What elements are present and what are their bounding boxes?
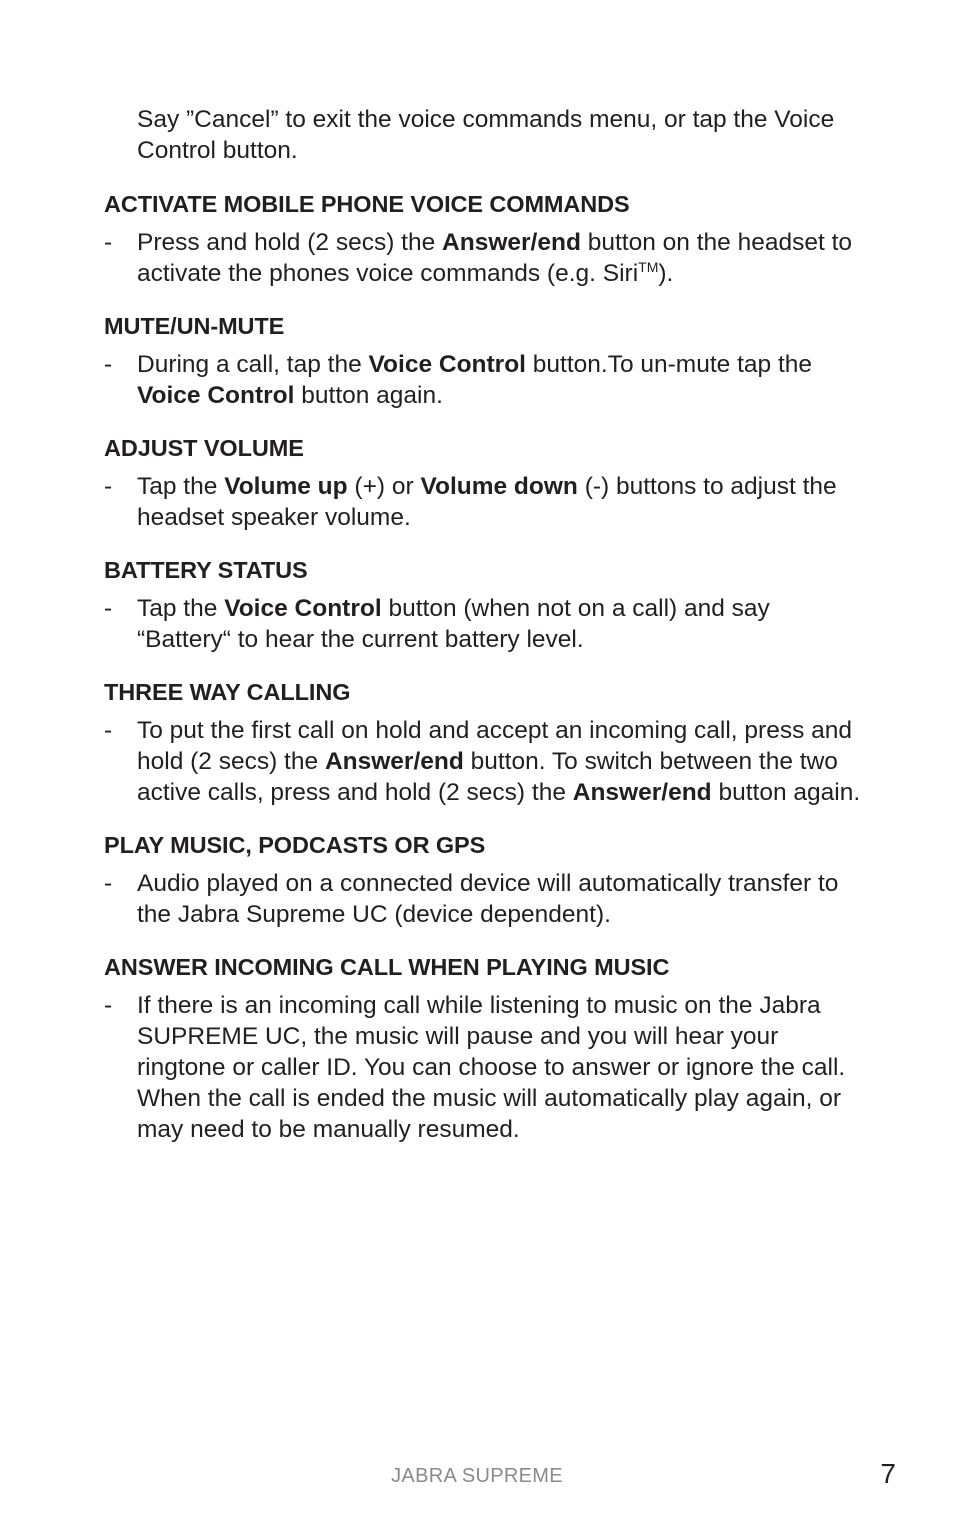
- item-text: button (when not on a call) and say “Battery“ to hear the current battery level.: [137, 595, 770, 653]
- section-mute-unmute: [104, 311, 864, 411]
- bullet-dash: -: [104, 229, 113, 256]
- section-activate-voice-commands: [104, 189, 864, 289]
- item-text: (+) or: [347, 473, 421, 500]
- list-item: [104, 227, 864, 289]
- item-text: Press and hold (2 secs) the: [137, 229, 443, 256]
- item-text: Tap the: [137, 473, 225, 500]
- list-item: [104, 990, 864, 1145]
- section-heading: ANSWER INCOMING CALL WHEN PLAYING MUSIC: [104, 954, 670, 980]
- section-play-music: [104, 830, 864, 930]
- bullet-dash: -: [104, 717, 113, 744]
- list-item: [104, 868, 864, 930]
- section-battery-status: [104, 555, 864, 655]
- section-answer-call-music: [104, 952, 864, 1145]
- section-heading: ACTIVATE MOBILE PHONE VOICE COMMANDS: [104, 191, 630, 217]
- item-bold-text: Volume down: [420, 473, 578, 500]
- item-text: Audio played on a connected device will automatically transfer to the Jabra Supreme UC (device dependent).: [137, 870, 839, 928]
- item-text: button on the headset to activate the phones voice commands (e.g. Siri: [137, 229, 853, 287]
- item-text: button. To switch between the two active calls, press and hold (2 secs) the: [137, 748, 838, 806]
- item-bold-text: Voice Control: [224, 595, 382, 622]
- section-heading: MUTE/UN-MUTE: [104, 313, 285, 339]
- item-bold-text: Voice Control: [137, 382, 295, 409]
- list-item: [104, 349, 864, 411]
- bullet-dash: -: [104, 992, 113, 1019]
- item-text: Tap the: [137, 595, 225, 622]
- section-heading: BATTERY STATUS: [104, 557, 308, 583]
- page-number: 7: [880, 1458, 896, 1489]
- item-bold-text: Voice Control: [368, 351, 526, 378]
- item-bold-text: Answer/end: [442, 229, 581, 256]
- item-bold-text: Answer/end: [572, 779, 712, 806]
- section-heading: PLAY MUSIC, PODCASTS OR GPS: [104, 832, 486, 858]
- bullet-dash: -: [104, 351, 113, 378]
- bullet-dash: -: [104, 870, 113, 897]
- item-text: ).: [658, 260, 674, 287]
- list-item: [104, 715, 864, 808]
- intro-paragraph: Say ”Cancel” to exit the voice commands menu, or tap the Voice Control button.: [137, 106, 835, 164]
- footer-product-name: JABRA SUPREME: [391, 1465, 563, 1487]
- item-text: If there is an incoming call while listening to music on the Jabra SUPREME UC, the music will pause and you will hear your ringtone or caller ID. You can choose to answer or ignore the call. When the call is ended the music will automatically play again, or may need to be manually resumed.: [137, 992, 846, 1143]
- item-text: (-) buttons to adjust the headset speaker volume.: [137, 473, 837, 531]
- bullet-dash: -: [104, 595, 113, 622]
- section-heading: THREE WAY CALLING: [104, 679, 351, 705]
- bullet-dash: -: [104, 473, 113, 500]
- page-content: [104, 104, 864, 1167]
- item-bold-text: Volume up: [224, 473, 348, 500]
- item-text: button.To un-mute tap the: [525, 351, 813, 378]
- item-bold-text: Answer/end: [324, 748, 464, 775]
- section-three-way-calling: [104, 677, 864, 808]
- item-text: button again.: [711, 779, 861, 806]
- section-heading: ADJUST VOLUME: [104, 435, 304, 461]
- list-item: [104, 593, 864, 655]
- item-text: To put the first call on hold and accept an incoming call, press and hold (2 secs) the: [137, 717, 852, 775]
- trademark-superscript: TM: [638, 258, 659, 275]
- item-text: button again.: [294, 382, 443, 409]
- list-item: [104, 471, 864, 533]
- item-text: During a call, tap the: [137, 351, 369, 378]
- section-adjust-volume: [104, 433, 864, 533]
